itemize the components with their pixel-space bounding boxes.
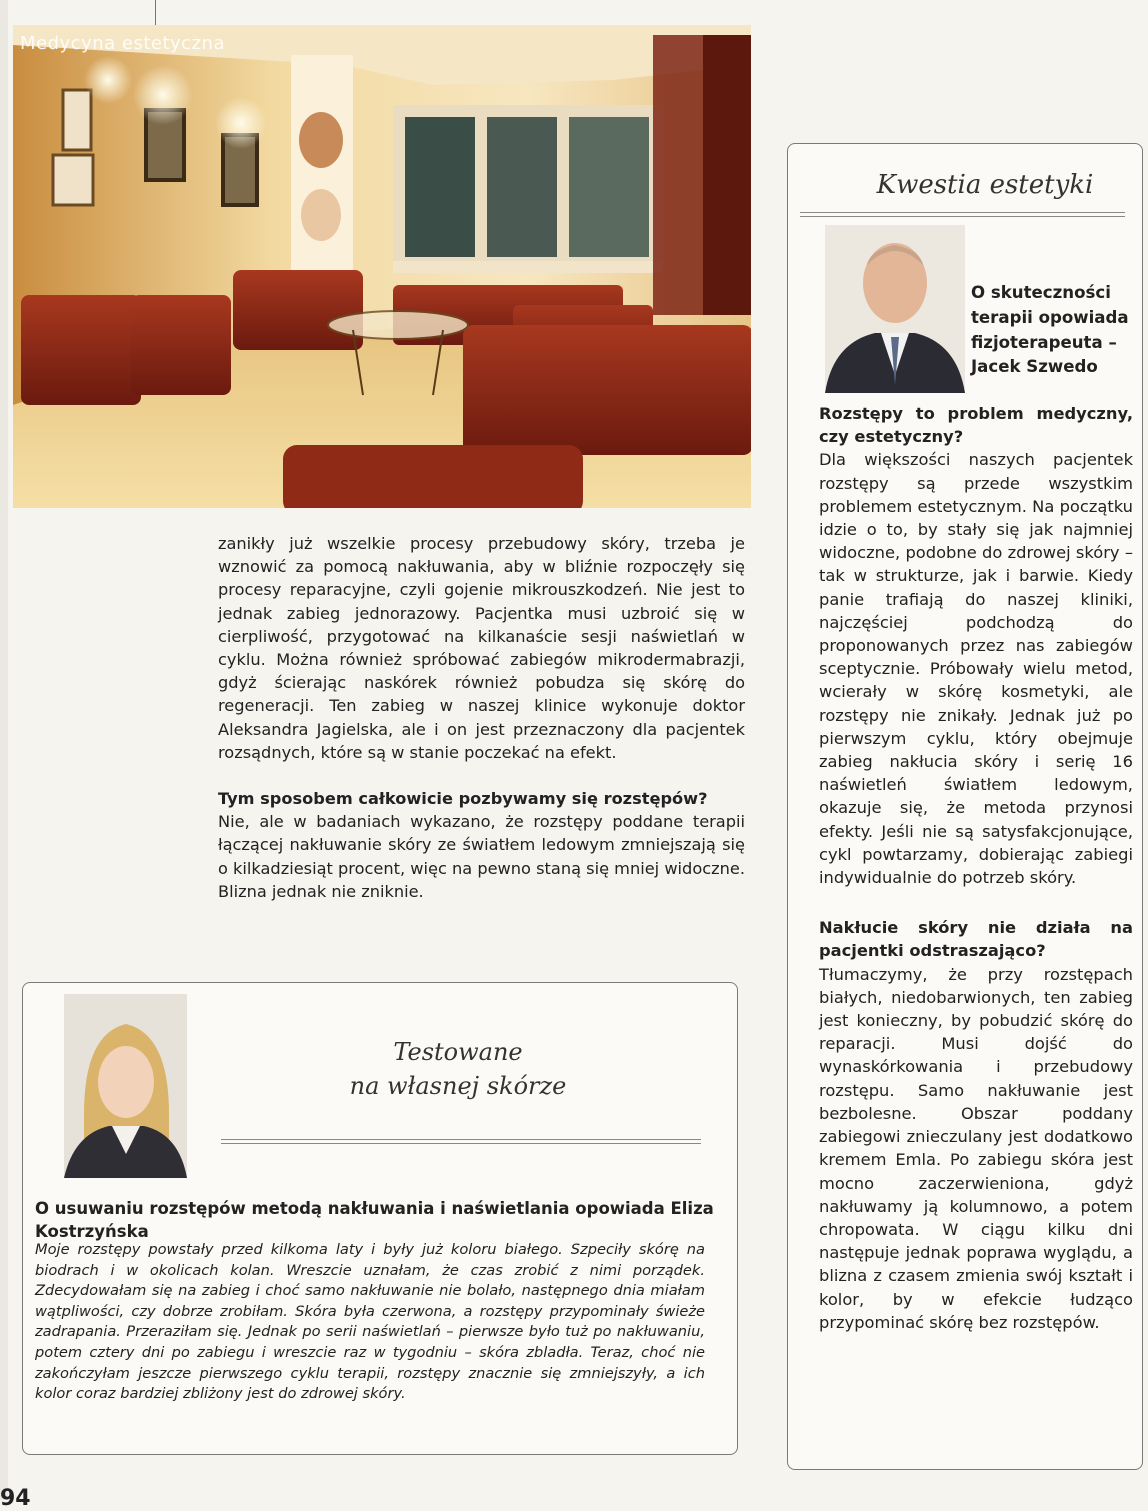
expert-question: Nakłucie skóry nie działa na pacjentki odstraszająco? xyxy=(819,918,1133,961)
testimonial-box xyxy=(22,982,738,1455)
expert-answer: Tłumaczymy, że przy rozstępach białych, niedobarwionych, ten zabieg jest konieczny, by pobudzić skórę do reparacji. Musi dojść do wynaskórkowania i przebudowy rozstępu. Samo nakłuwanie jest bezbolesne. Obszar poddany zabiegowi znieczulany jest dodatkowo kremem Emla. Po zabiegu skóra jest mocno zaczerwieniona, gdyż nakłuwamy ją kolumnowo, a potem chropowata. W ciągu kilku dni następuje jednak poprawa wyglądu, a blizna z czasem zmienia swój kształt i kolor, by w efekcie łudząco przypominać skórę bez rozstępów. xyxy=(819,964,1133,1332)
page-edge xyxy=(0,0,8,1500)
article-paragraph: zanikły już wszelkie procesy przebudowy skóry, trzeba je wznowić za pomocą nakłuwania, aby w bliźnie rozpoczęły się procesy reparacyjne, czyli gojenie mikrouszkodzeń. Nie jest to jednak zabieg jednorazowy. Pacjentka musi uzbroić się w cierpliwość, przygotować na kilkanaście sesji naświetlań w cyklu. Można również spróbować zabiegów mikrodermabrazji, gdyż ścierając naskórek również pobudza się skórę do regeneracji. Ten zabieg w naszej klinice wykonuje doktor Aleksandra Jagielska, ale i on jest przeznaczony dla pacjentek rozsądnych, które są w stanie poczekać na efekt. xyxy=(218,534,745,762)
page-number: 94 xyxy=(0,1486,31,1511)
testimonial-intro: O usuwaniu rozstępów metodą nakłuwania i naświetlania opowiada Eliza Kostrzyńska xyxy=(35,1199,714,1241)
testimonial-title-line-2: na własnej skórze xyxy=(349,1072,567,1100)
expert-box-title: Kwestia estetyki xyxy=(876,170,1094,200)
article-body xyxy=(218,532,745,903)
expert-intro: O skuteczności terapii opowiada fizjoterapeuta – Jacek Szwedo xyxy=(971,283,1129,377)
article-answer: Nie, ale w badaniach wykazano, że rozstępy poddane terapii łączącej nakłuwanie skóry ze światłem ledowym zmniejszają się o kilkadziesiąt procent, więc na pewno staną się mniej widoczne. Blizna jednak nie zniknie. xyxy=(218,812,745,901)
clinic-waiting-room-photo xyxy=(13,25,751,508)
testimonial-quote: Moje rozstępy powstały przed kilkoma laty i były już koloru białego. Szpeciły skórę na biodrach i w okolicach kolan. Wreszcie uznałam, że czas zrobić z nimi porządek. Zdecydowałam się na zabieg i choć samo nakłuwanie nie bolało, następnego dnia miałam wątpliwości, czy dobrze zrobiłam. Skóra była czerwona, a rozstępy przypominały świeże zadrapania. Przeraziłam się. Jednak po serii naświetlań – pierwsze było tuż po nakłuwaniu, potem cztery dni po zabiegu i wreszcie raz w tygodniu – skóra zbladła. Teraz, choć nie zakończyłam jeszcze pierwszego cyklu terapii, rozstępy znacznie się zmniejszyły, a ich kolor coraz bardziej zbliżony jest do zdrowej skóry. xyxy=(35,1241,705,1403)
expert-answer: Dla większości naszych pacjentek rozstępy są przede wszystkim problemem estetycznym. Na początku idzie o to, by stały się jak najmniej widoczne, podobne do zdrowej skóry – tak w strukturze, jak i barwie. Kiedy panie trafiają do naszej kliniki, najczęściej podchodzą do proponowanych przez nas zabiegów sceptycznie. Próbowały wielu metod, wcierały w skórę kosmetyki, ale rozstępy nie znikały. Jednak już po pierwszym cyklu, który obejmuje zabieg nakłucia skóry i serię 16 naświetleń światłem ledowym, okazuje się, że metoda przynosi efekty. Jeśli nie są satysfakcjonujące, cykl powtarzamy, dobierając zabiegi indywidualnie do potrzeb skóry. xyxy=(819,450,1133,888)
testimonial-title-line-1: Testowane xyxy=(393,1038,523,1066)
portrait-jacek-szwedo xyxy=(825,225,965,393)
expert-box xyxy=(787,143,1143,1470)
section-label: Medycyna estetyczna xyxy=(20,33,225,54)
article-question: Tym sposobem całkowicie pozbywamy się rozstępów? xyxy=(218,789,708,809)
expert-question: Rozstępy to problem medyczny, czy estetyczny? xyxy=(819,404,1133,447)
title-divider xyxy=(800,212,1125,217)
title-divider xyxy=(221,1139,701,1144)
portrait-eliza-kostrzynska xyxy=(64,994,187,1178)
column-divider-line xyxy=(155,0,156,25)
testimonial-title xyxy=(313,1035,603,1103)
expert-body xyxy=(819,402,1133,1334)
